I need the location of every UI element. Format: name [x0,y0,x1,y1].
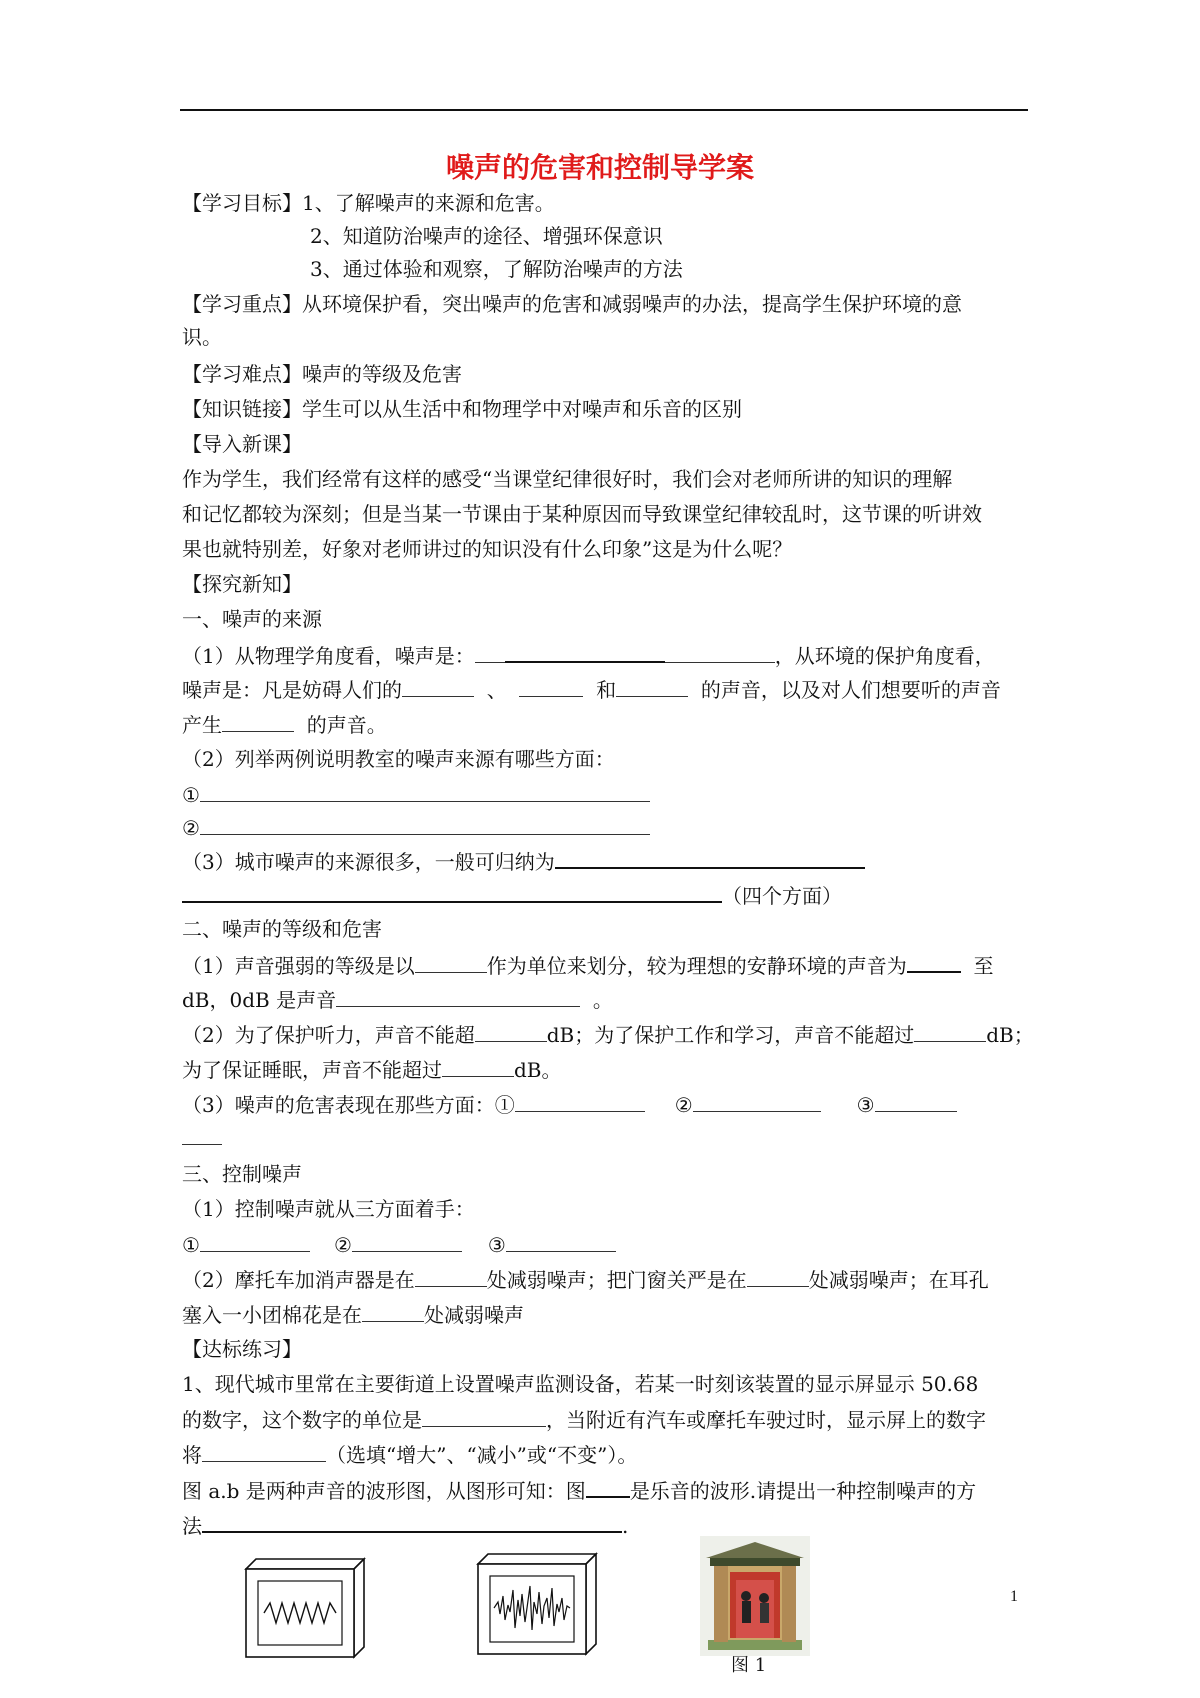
practice-1-line1: 1、现代城市里常在主要街道上设置噪声监测设备，若某一时刻该装置的显示屏显示 50.68 [182,1372,979,1396]
section1-q2: （2）列举两例说明教室的噪声来源有哪些方面： [182,747,615,771]
practice-2-text-d: . [622,1514,629,1538]
answer-blank[interactable] [182,882,722,903]
practice-2-text-b: 是乐音的波形.请提出一种控制噪声的方 [629,1479,977,1503]
answer-blank[interactable] [505,642,665,663]
section3-q1: （1）控制噪声就从三方面着手： [182,1197,475,1221]
practice-1-line2 [182,1407,986,1432]
answer-blank[interactable] [362,1302,424,1322]
answer-blank[interactable] [475,643,505,663]
section1-q1-text-b: ，从环境的保护角度看， [774,644,995,668]
practice-1-text-c: 将 [182,1443,202,1467]
answer-blank[interactable] [519,677,583,697]
figure-caption: 图 1 [731,1655,767,1676]
answer-blank[interactable] [506,1232,616,1252]
section1-q1-text-h: 的声音。 [306,713,387,737]
section1-q1-text-f: 的声音，以及对人们想要听的声音 [700,678,1001,702]
circled-two: ② [674,1093,693,1117]
answer-blank[interactable] [442,1057,514,1077]
section2-q1-text-a: （1）声音强弱的等级是以 [182,954,415,978]
circled-three: ③ [487,1233,506,1257]
page-number: 1 [1010,1588,1018,1605]
answer-blank[interactable] [665,643,775,663]
section2-q1-line1 [182,952,993,978]
section1-heading: 一、噪声的来源 [182,607,322,631]
answer-blank[interactable] [914,1022,986,1042]
key-points-line-1 [182,292,962,316]
section3-q2-text-a: （2）摩托车加消声器是在 [182,1268,415,1292]
practice-2-line2 [182,1512,628,1538]
section2-q2-text-c: dB； [986,1023,1034,1047]
answer-blank[interactable] [875,1092,957,1112]
section2-q1-text-c: 至 [973,954,994,978]
section3-q2-text-d: 塞入一小团棉花是在 [182,1303,362,1327]
section1-q1-text-e: 和 [596,678,617,702]
difficulty-tag: 【学习难点】 [182,362,302,386]
answer-blank[interactable] [907,952,961,973]
answer-blank[interactable] [555,848,865,869]
link-line [182,397,742,421]
answer-blank[interactable] [202,1442,326,1462]
intro-line-3: 果也就特别差，好象对老师讲过的知识没有什么印象”这是为什么呢？ [182,537,793,561]
circled-two: ② [333,1233,352,1257]
circled-three: ③ [856,1093,875,1117]
answer-blank[interactable] [616,677,688,697]
section1-q3-text-b: （四个方面） [722,884,842,908]
section1-q1-line2 [182,677,1001,702]
circled-two: ② [182,816,200,840]
practice-tag: 【达标练习】 [182,1337,302,1361]
section1-q3-text-a: （3）城市噪声的来源很多，一般可归纳为 [182,850,555,874]
answer-blank[interactable] [586,1477,630,1498]
gate-illustration [700,1536,810,1656]
key-points-text: 从环境保护看，突出噪声的危害和减弱噪声的办法，提高学生保护环境的意 [302,292,962,316]
circled-one: ① [494,1093,515,1117]
explore-tag: 【探究新知】 [182,572,302,596]
page-title: 噪声的危害和控制导学案 [445,151,754,184]
section2-q1-text-e: 。 [592,988,613,1012]
link-tag: 【知识链接】 [182,397,302,421]
section2-heading: 二、噪声的等级和危害 [182,917,382,941]
section2-q2-line1 [182,1022,1034,1047]
header-rule [180,109,1028,111]
practice-2-text-c: 法 [182,1514,202,1538]
objective-1: 1、了解噪声的来源和危害。 [302,191,555,215]
objectives-line-1 [182,191,555,215]
section2-q1-text-b: 作为单位来划分，较为理想的安静环境的声音为 [486,954,907,978]
answer-blank[interactable] [182,1125,222,1145]
practice-2-text-a: 图 a.b 是两种声音的波形图，从图形可知：图 [182,1479,586,1503]
section2-q1-text-d: dB，0dB 是声音 [182,988,337,1012]
answer-blank[interactable] [415,1267,487,1287]
intro-line-1: 作为学生，我们经常有这样的感受“当课堂纪律很好时，我们会对老师所讲的知识的理解 [182,467,953,491]
answer-blank[interactable] [475,1022,547,1042]
section1-q1-line3 [182,712,387,737]
practice-2-line1 [182,1477,976,1503]
answer-blank[interactable] [200,1232,310,1252]
section3-heading: 三、控制噪声 [182,1162,302,1186]
section3-q2-line2 [182,1302,524,1327]
circled-one: ① [182,783,200,807]
section2-q3-text: （3）噪声的危害表现在那些方面： [182,1093,495,1117]
practice-1-text-b: ，当附近有汽车或摩托车驶过时，显示屏上的数字 [546,1408,986,1432]
section1-q3-line1 [182,848,865,874]
objective-2: 2、知道防治噪声的途径、增强环保意识 [310,224,663,248]
section1-q1-text-c: 噪声是：凡是妨碍人们的 [182,678,402,702]
key-points-line-2: 识。 [182,325,222,349]
answer-blank[interactable] [222,712,294,732]
section1-answer-1 [182,782,650,807]
section2-q3-line [182,1092,957,1117]
section3-q2-line1 [182,1267,989,1292]
section2-q2-text-a: （2）为了保护听力，声音不能超 [182,1023,475,1047]
section2-q2-text-d: 为了保证睡眠，声音不能超过 [182,1058,442,1082]
intro-line-2: 和记忆都较为深刻；但是当某一节课由于某种原因而导致课堂纪律较乱时，这节课的听讲效 [182,502,982,526]
waveform-figure-a [240,1555,370,1665]
answer-blank[interactable] [415,953,487,973]
section3-q2-text-e: 处减弱噪声 [424,1303,524,1327]
section1-q3-line2 [182,882,842,908]
objectives-tag: 【学习目标】 [182,191,302,215]
intro-tag: 【导入新课】 [182,432,302,456]
section1-q1-text-a: （1）从物理学角度看，噪声是： [182,644,475,668]
section1-q1-text-g: 产生 [182,713,222,737]
answer-blank[interactable] [422,1407,546,1427]
answer-blank[interactable] [200,815,650,835]
practice-1-line3 [182,1442,637,1467]
section1-q1-text-d: 、 [486,678,507,702]
answer-blank[interactable] [693,1092,821,1112]
answer-blank[interactable] [402,677,474,697]
difficulty-text: 噪声的等级及危害 [302,362,462,386]
practice-1-text-a: 的数字，这个数字的单位是 [182,1408,422,1432]
answer-blank[interactable] [202,1512,622,1533]
answer-blank[interactable] [747,1267,809,1287]
section1-answer-2 [182,815,650,840]
key-points-tag: 【学习重点】 [182,292,302,316]
objective-3: 3、通过体验和观察，了解防治噪声的方法 [310,257,683,281]
section3-answers [182,1232,616,1257]
section2-q2-line2 [182,1057,562,1082]
waveform-figure-b [472,1550,602,1662]
section3-q2-text-b: 处减弱噪声；把门窗关严是在 [486,1268,747,1292]
link-text: 学生可以从生活中和物理学中对噪声和乐音的区别 [302,397,742,421]
section2-q3-continuation [182,1125,222,1150]
answer-blank[interactable] [336,987,580,1007]
answer-blank[interactable] [352,1232,462,1252]
circled-one: ① [182,1233,200,1257]
section1-q1-line1 [182,642,995,668]
section2-q2-text-e: dB。 [514,1058,562,1082]
answer-blank[interactable] [200,782,650,802]
section2-q2-text-b: dB；为了保护工作和学习，声音不能超过 [546,1023,915,1047]
section3-q2-text-c: 处减弱噪声；在耳孔 [808,1268,989,1292]
practice-1-text-d: （选填“增大”、“减小”或“不变”）。 [326,1443,638,1467]
answer-blank[interactable] [515,1092,645,1112]
section2-q1-line2 [182,987,613,1012]
difficulty-line [182,362,462,386]
